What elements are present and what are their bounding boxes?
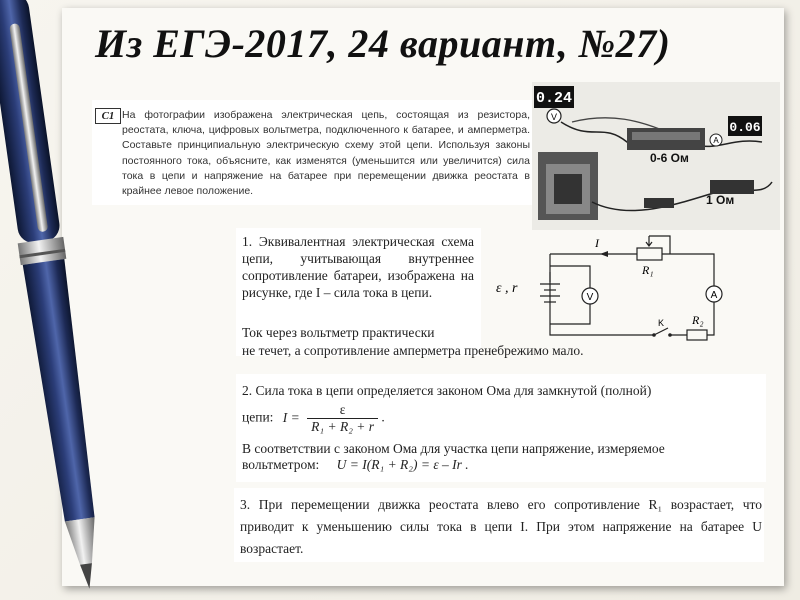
circuit-photo [532,82,780,230]
formula-ohm-lhs: I = [282,409,300,425]
rheostat-label: 0-6 Ом [650,151,689,165]
solution-part-3: 3. При перемещении движка реостата влево его сопротивление R₁ возрастает, что приводит к уменьшению силы тока в цепи I. При этом напряжение на батарее U возрастает. [240,497,762,556]
solution-part-2b: В соответствии с законом Ома для участка цепи напряжение, измеряемое [242,441,665,456]
schematic-r2-label: R₂ [692,313,704,327]
schematic-current-label: I [595,236,599,250]
problem-label: C1 [95,108,121,124]
solution-part-2: 2. Сила тока в цепи определяется законом Ома для замкнутой (полной) [242,383,652,398]
resistor-label: 1 Ом [706,193,735,207]
voltmeter-symbol: V [550,112,558,122]
formula-voltage-expr: U = I(R₁ + R₂) = ε – Ir . [336,457,469,472]
formula-ohm-full: цепи: I = $\frac{\varepsilon}{\text{R₁ + R₂ + r}}$ . [242,402,385,434]
formula-voltage [242,457,469,473]
page-title: Из ЕГЭ-2017, 24 вариант, №27) [95,21,671,66]
resistor-photo [710,180,754,194]
formula-ohm-label: цепи: [242,409,274,425]
formula-ohm-denominator: R₁ + R₂ + r [311,419,375,434]
ammeter-symbol: A [713,136,719,145]
circuit-schematic [492,232,732,347]
switch-photo [644,198,674,208]
formula-voltage-label: вольтметром: [242,457,320,472]
problem-text: На фотографии изображена электрическая цепь, состоящая из резистора, реостата, ключа, цифровых вольтметра, подключенного к батарее, и амперметра. Составьте принципиальную электрическую схему этой цепи. Используя законы постоянного тока, объясните, как изменятся (уменьшится или увеличится) сила тока в цепи и напряжение на батарее при перемещении движка реостата в крайнее левое положение. [122,109,530,198]
solution-part-1-cont-a: Ток через вольтметр практически [242,325,435,340]
schematic-ammeter: A [710,290,718,301]
voltmeter-reading: 0.24 [535,90,573,107]
pen-image [0,0,130,600]
schematic-r1-label: R₁ [642,263,654,277]
solution-part-1-cont-b: не течет, а сопротивление амперметра пренебрежимо мало. [242,343,584,358]
schematic-voltmeter: V [586,292,594,303]
schematic-key-label: K [658,318,665,328]
ammeter-reading: 0.06 [729,120,761,135]
solution-part-1: 1. Эквивалентная электрическая схема цепи, учитывающая внутреннее сопротивление батареи, изображена на рисунке, где I – сила тока в цепи. [242,234,474,300]
schematic-emf-label: ε , r [496,281,518,296]
formula-ohm-numerator: ε [307,402,378,419]
